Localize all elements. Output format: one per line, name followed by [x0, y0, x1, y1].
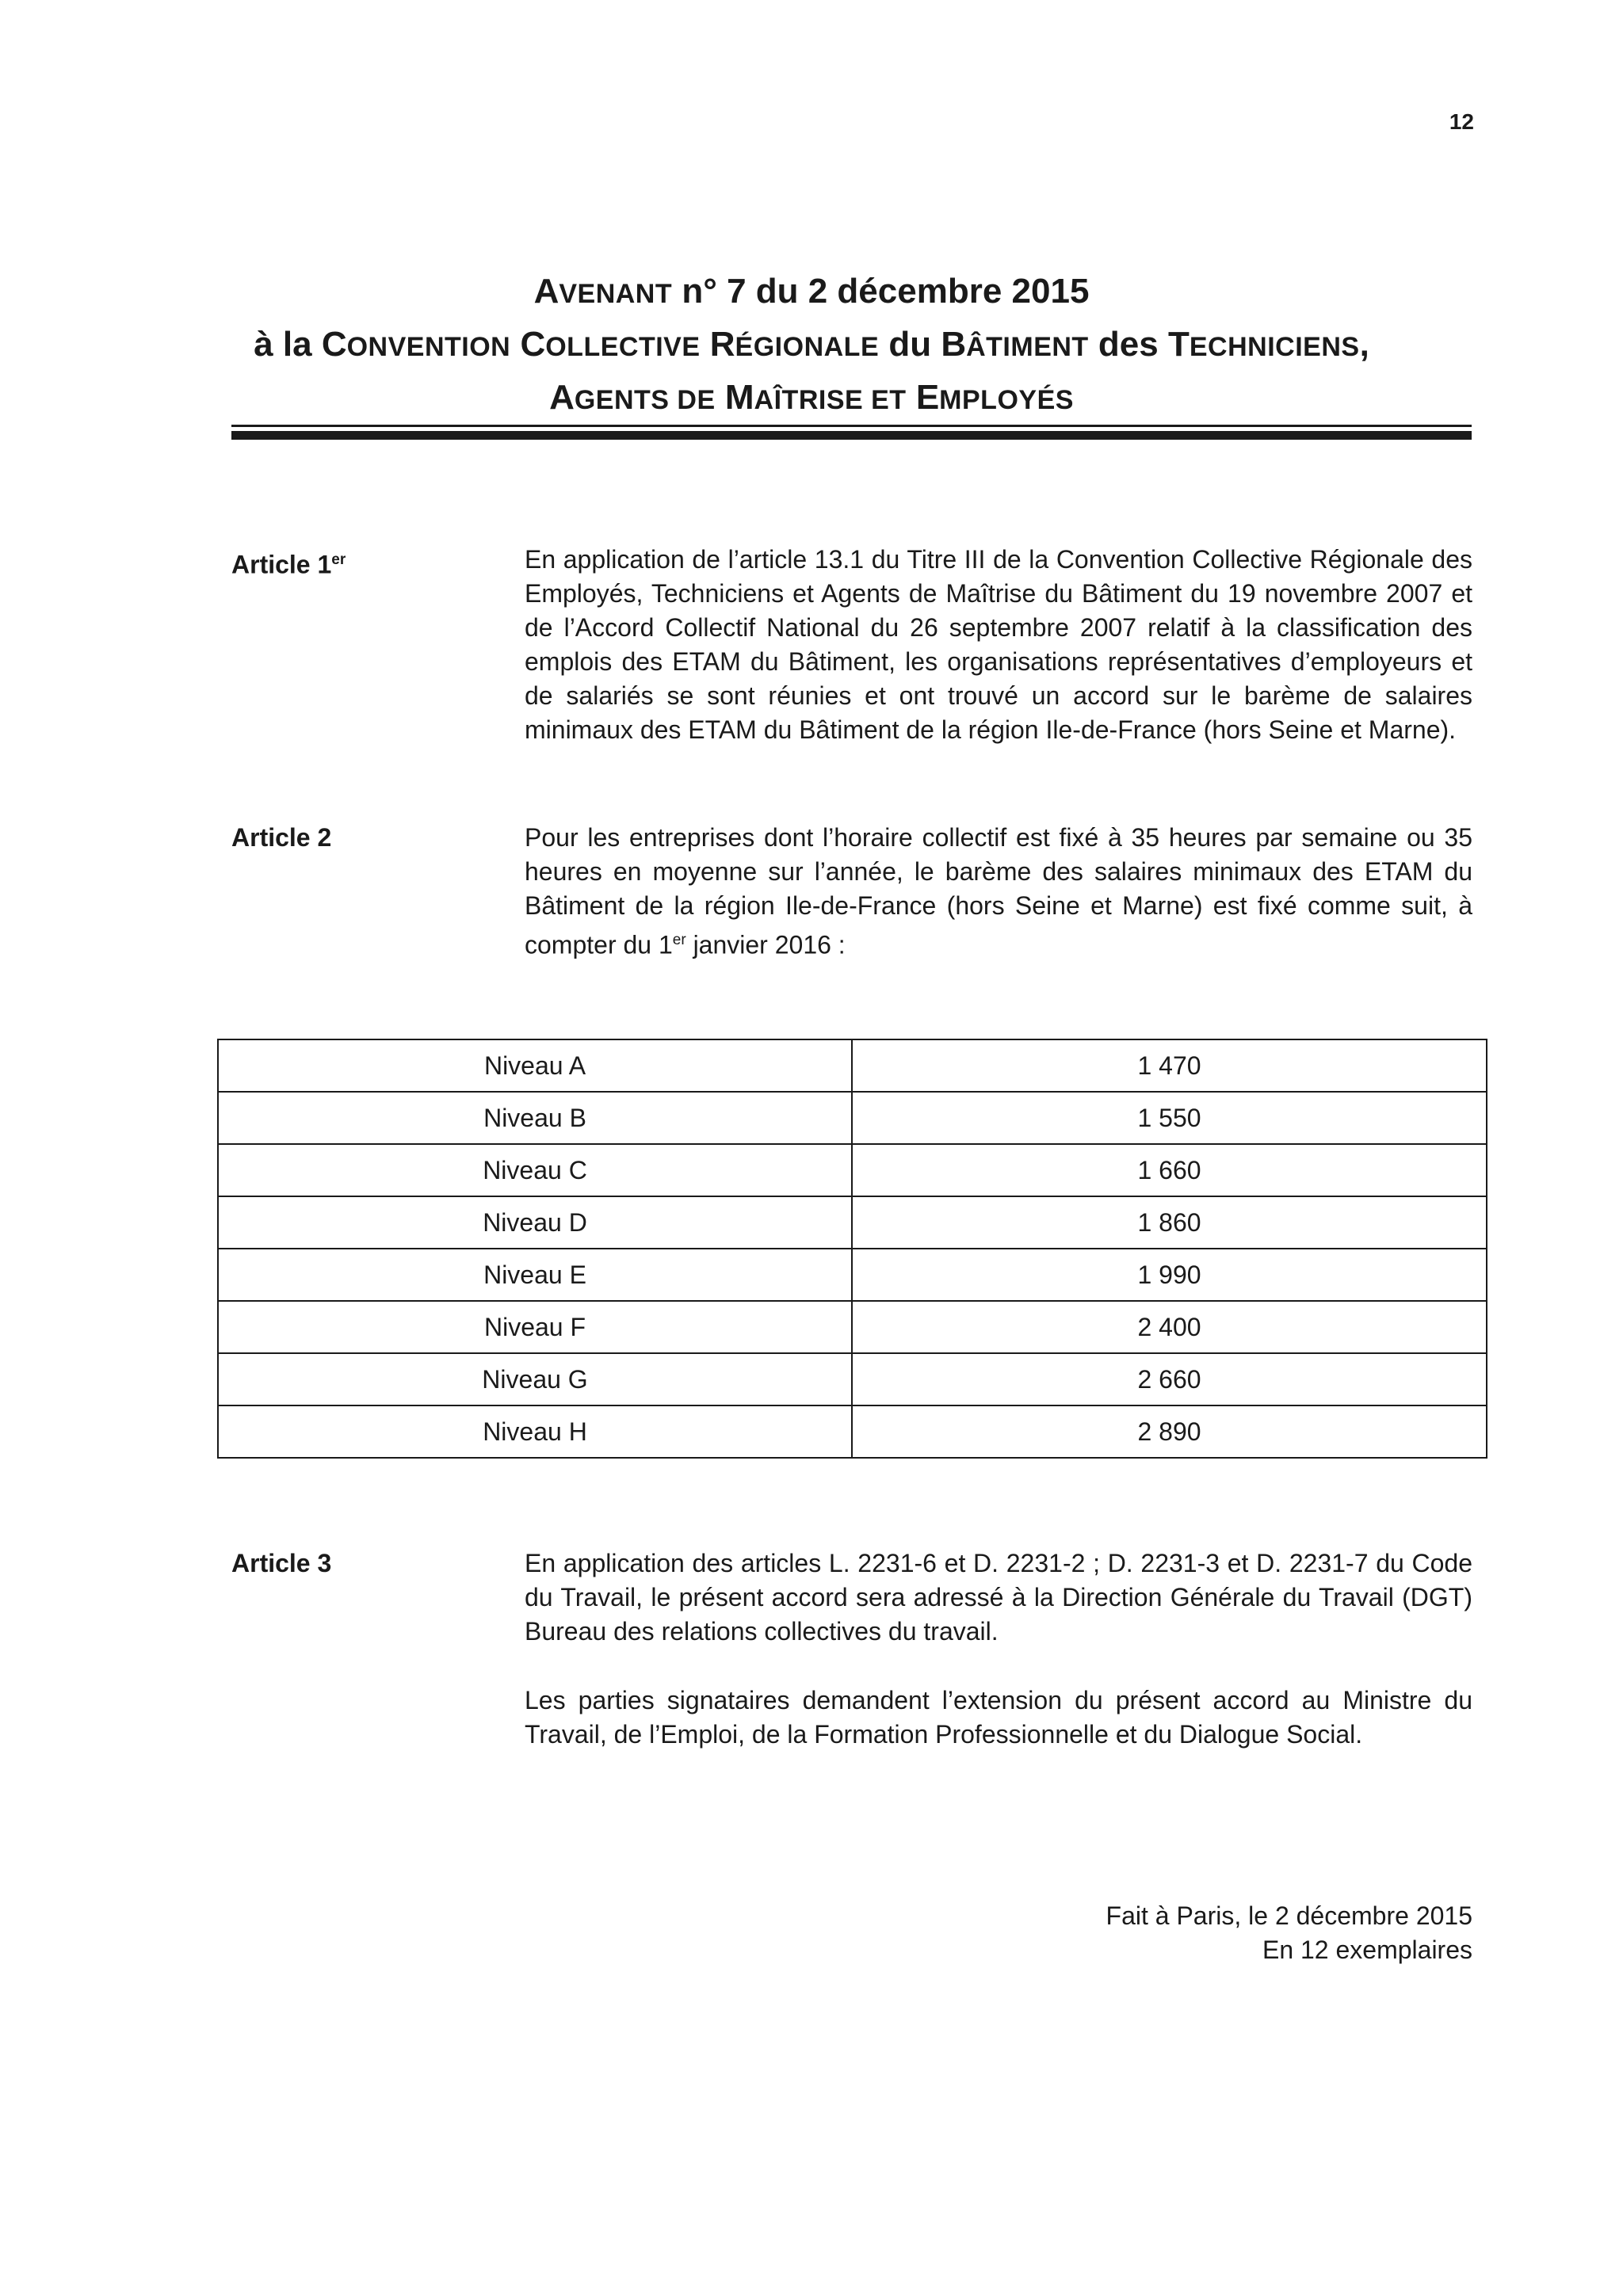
title-word: [510, 325, 520, 364]
title-word: ,: [1359, 325, 1369, 364]
article-3-paragraph-2: Les parties signataires demandent l’extension du présent accord au Ministre du Travail, de l’Emploi, de la Formation Professionnelle et du Dialogue Social.: [525, 1686, 1472, 1749]
title-line-2: [0, 319, 1623, 372]
article-2-body: [525, 821, 1472, 963]
level-cell: Niveau H: [218, 1405, 852, 1458]
article-2-text-end: janvier 2016 :: [685, 930, 846, 959]
title-word: R: [709, 325, 735, 364]
amount-cell: 2 660: [852, 1353, 1487, 1405]
title-word: MPLOYÉS: [939, 385, 1074, 415]
title-word: OLLECTIVE: [545, 332, 701, 362]
table-row: [218, 1249, 1487, 1301]
amount-cell: 1 470: [852, 1039, 1487, 1092]
page-number: 12: [1449, 109, 1474, 134]
title-word: ÂTIMENT: [966, 332, 1089, 362]
table-row: [218, 1405, 1487, 1458]
level-cell: Niveau A: [218, 1039, 852, 1092]
table-row: [218, 1301, 1487, 1353]
salary-table: [217, 1039, 1487, 1459]
amount-cell: 1 660: [852, 1144, 1487, 1196]
title-word: ÉGIONALE: [735, 332, 880, 362]
article-2-sup: er: [672, 932, 686, 948]
place-date: Fait à Paris, le 2 décembre 2015: [1106, 1901, 1472, 1930]
table-row: [218, 1039, 1487, 1092]
article-1-label: [231, 543, 346, 582]
article-label-text: Article 1: [231, 550, 332, 579]
title-word: ECHNICIENS: [1189, 332, 1360, 362]
table-row: [218, 1196, 1487, 1249]
title-word: A: [533, 272, 559, 311]
title-word: M: [724, 378, 754, 417]
table-row: [218, 1144, 1487, 1196]
title-line-1: [0, 266, 1623, 319]
article-1-body: [525, 543, 1472, 747]
document-title: [0, 266, 1623, 425]
level-cell: Niveau D: [218, 1196, 852, 1249]
title-word: [907, 378, 916, 417]
article-2-label: Article 2: [231, 823, 332, 852]
title-word: du: [879, 325, 941, 364]
title-word: ONVENTION: [346, 332, 511, 362]
title-divider-thin: [231, 425, 1472, 427]
amount-cell: 1 860: [852, 1196, 1487, 1249]
title-word: VENANT: [559, 279, 673, 309]
title-word: C: [321, 325, 347, 364]
title-line-3: [0, 372, 1623, 425]
level-cell: Niveau G: [218, 1353, 852, 1405]
title-word: n° 7 du 2 décembre 2015: [672, 272, 1090, 311]
title-word: GENTS DE: [574, 385, 716, 415]
level-cell: Niveau F: [218, 1301, 852, 1353]
article-3-body: [525, 1547, 1472, 1752]
amount-cell: 2 400: [852, 1301, 1487, 1353]
title-word: T: [1167, 325, 1190, 364]
article-label-sup: er: [331, 551, 346, 568]
article-2-paragraph: [525, 821, 1472, 963]
title-word: AÎTRISE ET: [754, 385, 907, 415]
title-word: [716, 378, 725, 417]
level-cell: Niveau E: [218, 1249, 852, 1301]
table-row: [218, 1092, 1487, 1144]
title-word: [701, 325, 710, 364]
title-divider-thick: [231, 431, 1472, 440]
table-row: [218, 1353, 1487, 1405]
amount-cell: 1 550: [852, 1092, 1487, 1144]
article-1-paragraph: En application de l’article 13.1 du Titre III de la Convention Collective Régionale des Employés, Techniciens et Agents de Maîtrise du Bâtiment du 19 novembre 2007 et de l’Accord Collectif National du 26 septembre 2007 relatif à la classification des emplois des ETAM du Bâtiment, les organisations représentatives d’employeurs et de salariés se sont réunies et ont trouvé un accord sur le barème de salaires minimaux des ETAM du Bâtiment de la région Ile-de-France (hors Seine et Marne).: [525, 545, 1472, 744]
title-word: A: [549, 378, 575, 417]
amount-cell: 2 890: [852, 1405, 1487, 1458]
title-word: B: [941, 325, 967, 364]
title-word: des: [1088, 325, 1168, 364]
title-word: C: [520, 325, 546, 364]
level-cell: Niveau C: [218, 1144, 852, 1196]
title-word: à la: [254, 325, 322, 364]
article-3-label: Article 3: [231, 1549, 332, 1577]
closing-block: [1106, 1899, 1472, 1967]
level-cell: Niveau B: [218, 1092, 852, 1144]
amount-cell: 1 990: [852, 1249, 1487, 1301]
title-word: E: [915, 378, 940, 417]
article-3-paragraph-1: En application des articles L. 2231-6 et D. 2231-2 ; D. 2231-3 et D. 2231-7 du Code du Travail, le présent accord sera adressé à la Direction Générale du Travail (DGT) Bureau des relations collectives du travail.: [525, 1549, 1472, 1646]
article-2-text: Pour les entreprises dont l’horaire collectif est fixé à 35 heures par semaine ou 35 heures en moyenne sur l’année, le barème des salaires minimaux des ETAM du Bâtiment de la région Ile-de-France (hors Seine et Marne) est fixé comme suit, à compter du 1: [525, 823, 1472, 959]
copies-count: En 12 exemplaires: [1262, 1936, 1472, 1964]
